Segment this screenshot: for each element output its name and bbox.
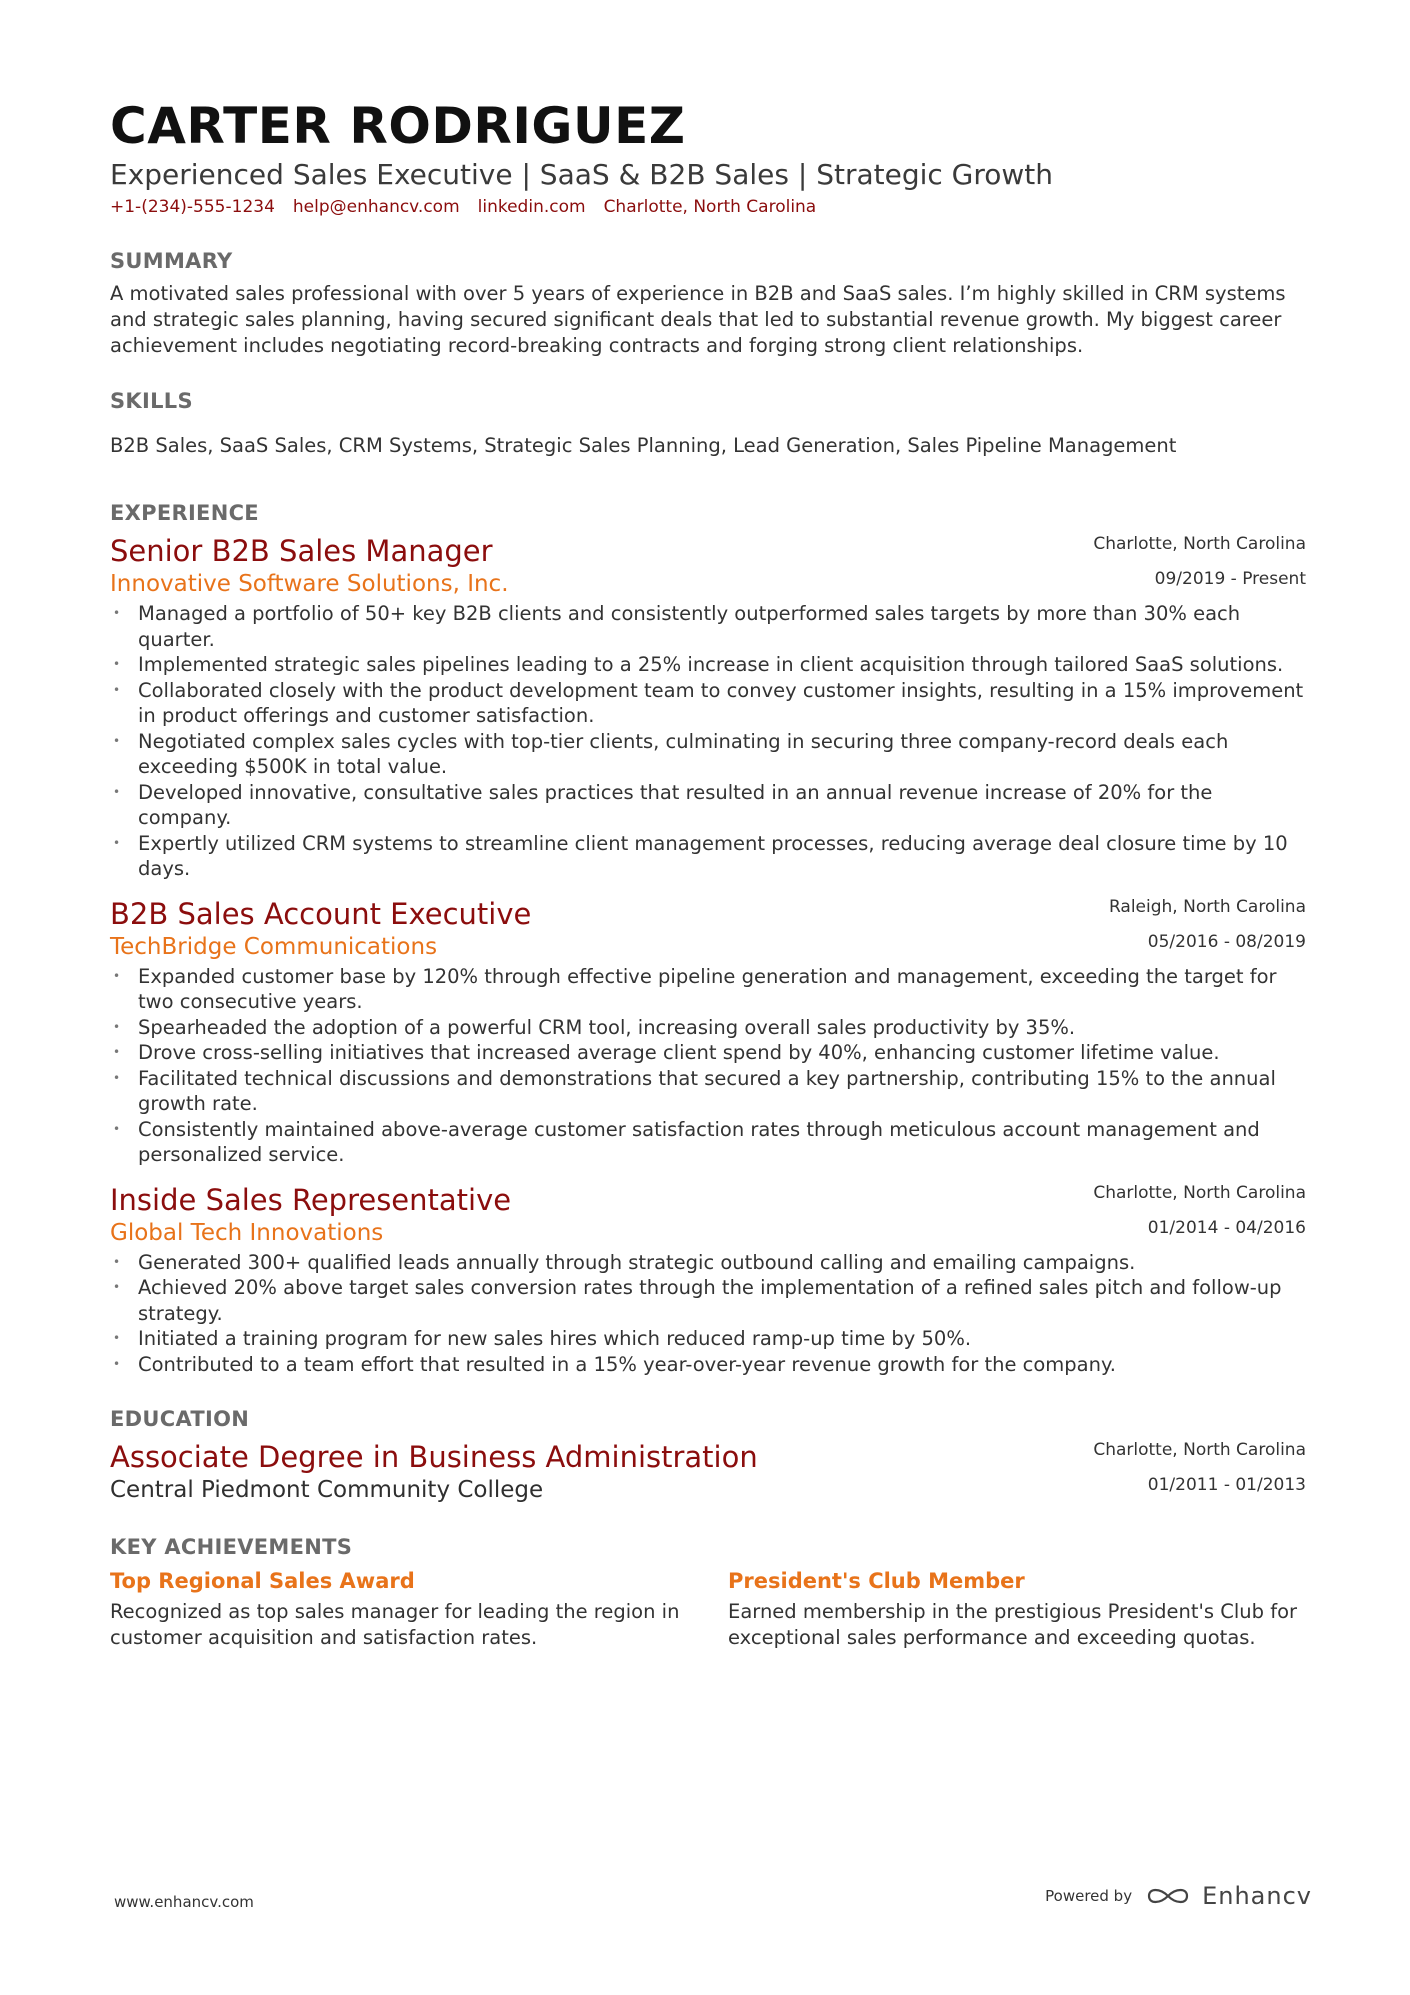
job-bullet: • Expertly utilized CRM systems to streamline client management processes, reducing average deal closure time by 10 days.	[110, 831, 1306, 882]
experience-section	[110, 499, 1306, 1377]
achievement-title: Top Regional Sales Award	[110, 1569, 415, 1593]
job-header	[110, 1182, 1306, 1248]
contact-location: Charlotte, North Carolina	[603, 197, 817, 217]
contact-info	[110, 195, 1306, 219]
job-meta	[1093, 527, 1306, 597]
achievement-text: Earned membership in the prestigious President's Club for exceptional sales performance and exceeding quotas.	[728, 1600, 1298, 1649]
job-bullet: • Implemented strategic sales pipelines leading to a 25% increase in client acquisition through tailored SaaS solutions.	[110, 652, 1306, 678]
job-bullet: • Contributed to a team effort that resulted in a 15% year-over-year revenue growth for the company.	[110, 1352, 1306, 1378]
job-company: Global Tech Innovations	[110, 1219, 384, 1246]
job-title: Senior B2B Sales Manager	[110, 534, 493, 568]
summary-title: SUMMARY	[110, 249, 233, 273]
job-bullets	[110, 964, 1306, 1168]
job-bullet: • Drove cross-selling initiatives that increased average client spend by 40%, enhancing customer lifetime value.	[110, 1040, 1306, 1066]
skills-title: SKILLS	[110, 389, 193, 413]
candidate-name: CARTER RODRIGUEZ	[110, 97, 686, 155]
job-bullet: • Achieved 20% above target sales conversion rates through the implementation of a refined sales pitch and follow-up strategy.	[110, 1275, 1306, 1326]
achievements-title: KEY ACHIEVEMENTS	[110, 1535, 353, 1559]
job-bullet: • Spearheaded the adoption of a powerful CRM tool, increasing overall sales productivity by 35%.	[110, 1015, 1306, 1041]
enhancv-logo[interactable]	[1146, 1882, 1312, 1910]
job-dates: 09/2019 - Present	[1154, 569, 1306, 589]
job-bullet: • Negotiated complex sales cycles with top-tier clients, culminating in securing three company-record deals each exceeding $500K in total value.	[110, 729, 1306, 780]
job-bullet: • Generated 300+ qualified leads annually through strategic outbound calling and emailing campaigns.	[110, 1250, 1306, 1276]
job-bullet: • Initiated a training program for new sales hires which reduced ramp-up time by 50%.	[110, 1326, 1306, 1352]
job-header	[110, 533, 1306, 599]
contact-phone[interactable]: +1-(234)-555-1234	[110, 197, 275, 217]
summary-text: A motivated sales professional with over 5 years of experience in B2B and SaaS sales. I’m highly skilled in CRM systems and strategic sales planning, having secured significant deals that led to substantial revenue growth. My biggest career achievement includes negotiating record-breaking contracts and forging strong client relationships.	[110, 282, 1286, 357]
achievement-text: Recognized as top sales manager for leading the region in customer acquisition and satisfaction rates.	[110, 1600, 680, 1649]
job-bullet: • Developed innovative, consultative sales practices that resulted in an annual revenue increase of 20% for the company.	[110, 780, 1306, 831]
achievement-title: President's Club Member	[728, 1569, 1025, 1593]
education-dates: 01/2011 - 01/2013	[1147, 1475, 1306, 1495]
education-title: EDUCATION	[110, 1407, 250, 1431]
achievement-item	[110, 1567, 688, 1651]
achievement-item	[728, 1567, 1306, 1651]
achievements-section	[110, 1533, 1306, 1651]
resume-header	[110, 96, 1306, 219]
enhancv-brand-name: Enhancv	[1202, 1882, 1312, 1910]
powered-by-label: Powered by	[1045, 1887, 1133, 1905]
job-entry	[110, 896, 1306, 1168]
resume-page	[110, 96, 1306, 1651]
job-location: Charlotte, North Carolina	[1093, 534, 1306, 554]
job-bullet: • Managed a portfolio of 50+ key B2B clients and consistently outperformed sales targets by more than 30% each quarter.	[110, 601, 1306, 652]
job-bullets	[110, 601, 1306, 882]
footer-website[interactable]: www.enhancv.com	[114, 1893, 254, 1911]
job-location: Charlotte, North Carolina	[1093, 1182, 1306, 1203]
job-bullet: • Collaborated closely with the product development team to convey customer insights, resulting in a 15% improvement in product offerings and customer satisfaction.	[110, 678, 1306, 729]
job-bullet: • Facilitated technical discussions and demonstrations that secured a key partnership, contributing 15% to the annual growth rate.	[110, 1066, 1306, 1117]
contact-linkedin[interactable]: linkedin.com	[477, 197, 586, 217]
job-title: B2B Sales Account Executive	[110, 896, 532, 931]
education-location: Charlotte, North Carolina	[1093, 1440, 1306, 1460]
job-entry	[110, 533, 1306, 882]
skills-text: B2B Sales, SaaS Sales, CRM Systems, Strategic Sales Planning, Lead Generation, Sales Pipeline Management	[110, 434, 1177, 457]
job-meta	[1093, 1176, 1306, 1246]
job-dates: 01/2014 - 04/2016	[1147, 1217, 1306, 1238]
education-entry	[110, 1439, 1306, 1505]
job-header	[110, 896, 1306, 962]
summary-section	[110, 247, 1306, 359]
education-meta	[1093, 1433, 1306, 1503]
job-bullet: • Expanded customer base by 120% through effective pipeline generation and management, exceeding the target for two consecutive years.	[110, 964, 1306, 1015]
job-bullets	[110, 1250, 1306, 1378]
job-company: Innovative Software Solutions, Inc.	[110, 571, 509, 597]
education-degree: Associate Degree in Business Administration	[110, 1440, 758, 1474]
contact-email[interactable]: help@enhancv.com	[292, 197, 460, 217]
footer-powered	[1045, 1882, 1312, 1910]
job-company: TechBridge Communications	[110, 933, 438, 960]
education-section	[110, 1405, 1306, 1505]
job-entry	[110, 1182, 1306, 1378]
job-dates: 05/2016 - 08/2019	[1147, 931, 1306, 952]
job-bullet: • Consistently maintained above-average customer satisfaction rates through meticulous account management and personalized service.	[110, 1117, 1306, 1168]
enhancv-logo-icon	[1146, 1884, 1192, 1908]
job-meta	[1109, 890, 1306, 960]
job-location: Raleigh, North Carolina	[1108, 896, 1306, 917]
experience-title: EXPERIENCE	[110, 501, 259, 525]
job-title: Inside Sales Representative	[110, 1182, 512, 1217]
achievements-grid	[110, 1567, 1306, 1651]
skills-section	[110, 387, 1306, 459]
candidate-tagline: Experienced Sales Executive | SaaS & B2B Sales | Strategic Growth	[110, 158, 1054, 191]
education-school: Central Piedmont Community College	[110, 1477, 544, 1503]
